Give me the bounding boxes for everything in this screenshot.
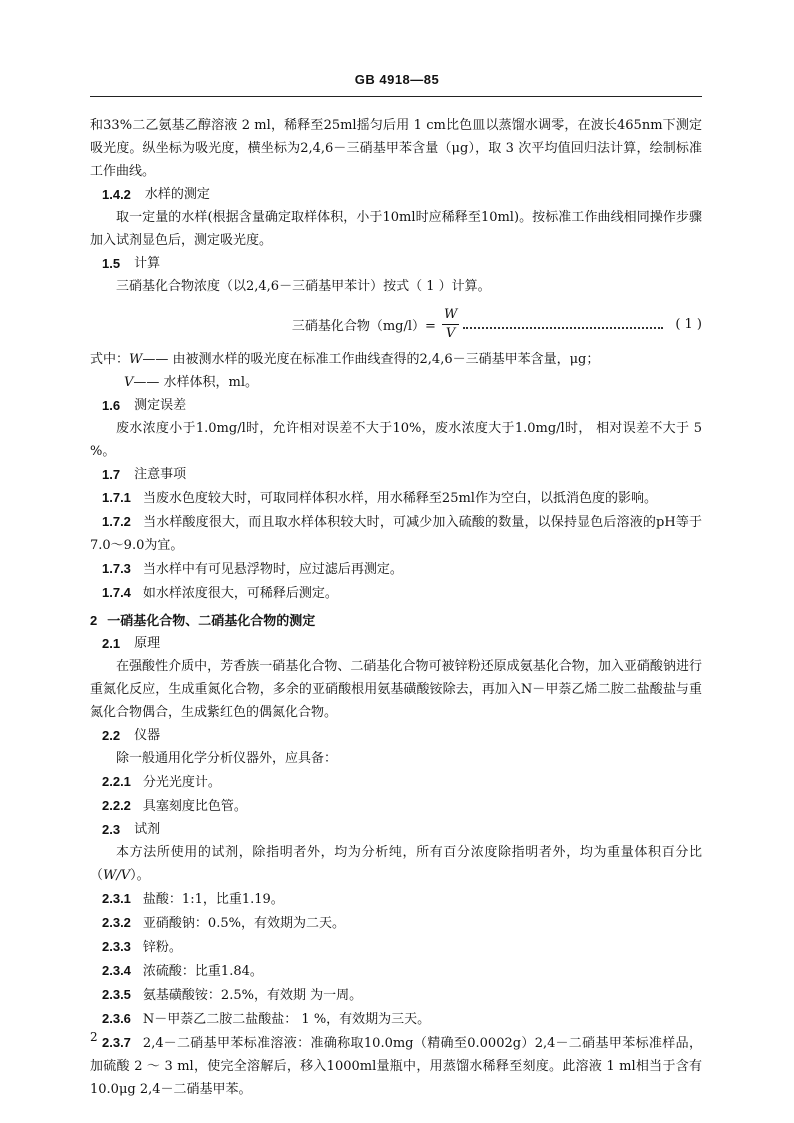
section-text-end: ）。 (130, 868, 150, 883)
item-text: 浓硫酸：比重1.84。 (142, 964, 263, 979)
section-title: 原理 (134, 636, 161, 651)
item-text: 氨基磺酸铵：2.5%，有效期 为一周。 (142, 988, 363, 1003)
section-1-5-heading (90, 252, 702, 275)
section-1-7-4 (90, 581, 702, 605)
section-title: 计算 (134, 256, 161, 271)
item-number: 2.3.2 (102, 915, 131, 930)
item-text: 当水样酸度很大，而且取水样体积较大时，可减少加入硫酸的数量，以保持显色后溶液的pH等于7.0～9.0为宜。 (90, 515, 702, 553)
formula-lhs: 三硝基化合物（mg/l）= (291, 318, 436, 334)
where-w-line (90, 348, 702, 371)
section-2-3-3 (90, 935, 702, 959)
section-number: 2.2 (102, 728, 121, 743)
section-2-3-1 (90, 887, 702, 911)
item-text: 亚硝酸钠：0.5%，有效期为二天。 (142, 916, 345, 931)
item-number: 1.7.1 (102, 490, 131, 505)
wv-symbol: W/V (103, 868, 131, 883)
section-1-6-heading (90, 394, 702, 417)
section-number: 1.5 (102, 256, 121, 271)
section-1-7-2 (90, 510, 702, 557)
section-1-4-2-text: 取一定量的水样(根据含量确定取样体积，小于10ml时应稀释至10ml)。按标准工作曲线相同操作步骤加入试剂显色后，测定吸光度。 (90, 210, 702, 248)
item-number: 2.3.5 (102, 987, 131, 1002)
section-number: 1.7 (102, 467, 121, 482)
section-title: 水样的测定 (144, 187, 210, 202)
item-number: 2.3.4 (102, 963, 131, 978)
section-2-3-5 (90, 983, 702, 1007)
item-number: 2.3.7 (102, 1035, 131, 1050)
formula-denominator: V (445, 325, 456, 341)
item-text: 盐酸：1:1，比重1.19。 (142, 892, 284, 907)
section-1-7-1 (90, 486, 702, 510)
v-symbol: V (124, 375, 134, 390)
section-2-3-7 (90, 1031, 702, 1101)
section-number: 2.3 (102, 822, 121, 837)
formula-numerator: W (442, 306, 459, 325)
section-1-4-2-heading (90, 183, 702, 206)
section-1-7-3 (90, 557, 702, 581)
item-text: 当废水色度较大时，可取同样体积水样，用水稀释至25ml作为空白，以抵消色度的影响。 (142, 491, 657, 506)
formula-fraction (442, 306, 459, 343)
section-1-5-text: 三硝基化合物浓度（以2,4,6－三硝基甲苯计）按式（ 1 ）计算。 (116, 279, 491, 294)
v-definition: —— 水样体积，ml。 (133, 375, 259, 390)
item-text: 当水样中有可见悬浮物时，应过滤后再测定。 (142, 562, 403, 577)
section-2-3-heading (90, 818, 702, 841)
section-2-2-2 (90, 794, 702, 818)
section-2-3-4 (90, 959, 702, 983)
section-title: 仪器 (134, 728, 161, 743)
item-number: 1.7.4 (102, 585, 131, 600)
formula-1 (90, 302, 702, 346)
section-2-1-text: 在强酸性介质中，芳香族一硝基化合物、二硝基化合物可被锌粉还原成氨基化合物，加入亚硝酸钠进行重氮化反应，生成重氮化合物，多余的亚硝酸根用氨基磺酸铵除去，再加入N－甲萘乙烯二胺二盐酸盐与重氮化合物偶合，生成紫红色的偶氮化合物。 (90, 659, 702, 720)
section-2-3-2 (90, 911, 702, 935)
section-2-1-heading (90, 632, 702, 655)
intro-paragraph: 和33%二乙氨基乙醇溶液 2 ml，稀释至25ml摇匀后用 1 cm比色皿以蒸馏水调零，在波长465nm下测定吸光度。纵坐标为吸光度，横坐标为2,4,6－三硝基甲苯含量（μg），取 3 次平均值回归法计算，绘制标准工作曲线。 (90, 118, 702, 179)
section-2-2-heading (90, 724, 702, 747)
document-body (90, 114, 702, 1101)
item-text: 分光光度计。 (142, 775, 221, 790)
section-number: 2 (90, 613, 98, 628)
section-title: 测定误差 (134, 398, 187, 413)
section-2-2-1 (90, 770, 702, 794)
item-text: 具塞刻度比色管。 (142, 799, 247, 814)
section-1-7-heading (90, 463, 702, 486)
section-2-3-6 (90, 1007, 702, 1031)
item-number: 2.2.1 (102, 774, 131, 789)
item-number: 2.3.3 (102, 939, 131, 954)
where-prefix: 式中： (90, 352, 130, 367)
item-text: 如水样浓度很大，可稀释后测定。 (142, 586, 338, 601)
formula-leader-dots (463, 327, 663, 329)
page-number: 2 (90, 1030, 98, 1044)
header-rule (90, 96, 702, 97)
item-text: 锌粉。 (142, 940, 182, 955)
where-v-line (90, 371, 702, 394)
section-2-heading (90, 609, 702, 632)
w-definition: —— 由被测水样的吸光度在标准工作曲线查得的2,4,6－三硝基甲苯含量，μg； (142, 352, 600, 367)
section-number: 1.6 (102, 398, 121, 413)
section-number: 2.1 (102, 636, 121, 651)
item-number: 2.2.2 (102, 798, 131, 813)
section-title: 一硝基化合物、二硝基化合物的测定 (107, 613, 316, 628)
item-number: 1.7.2 (102, 514, 131, 529)
section-2-3-text (90, 841, 702, 887)
section-text: 本方法所使用的试剂，除指明者外，均为分析纯，所有百分浓度除指明者外，均为重量体积百分比（ (90, 845, 702, 883)
item-text: 2,4－二硝基甲苯标准溶液：准确称取10.0mg（精确至0.0002g）2,4－二硝基甲苯标准样品，加硫酸 2 ～ 3 ml，使完全溶解后，移入1000ml量瓶中，用蒸馏水稀释至刻度。此溶液 1 ml相当于含有10.0μg 2,4－二硝基甲苯。 (90, 1036, 702, 1097)
item-number: 2.3.6 (102, 1011, 131, 1026)
section-title: 试剂 (134, 822, 161, 837)
section-2-2-text: 除一般通用化学分析仪器外，应具备： (116, 751, 338, 766)
item-number: 2.3.1 (102, 891, 131, 906)
section-number: 1.4.2 (102, 187, 131, 202)
page-header: GB 4918—85 (354, 72, 440, 87)
formula-number: ( 1 ) (675, 316, 702, 332)
item-text: N－甲萘乙二胺二盐酸盐： 1 %，有效期为三天。 (142, 1012, 431, 1027)
item-number: 1.7.3 (102, 561, 131, 576)
w-symbol: W (129, 352, 143, 367)
section-title: 注意事项 (134, 467, 187, 482)
section-1-6-text: 废水浓度小于1.0mg/l时，允许相对误差不大于10%，废水浓度大于1.0mg/l时， 相对误差不大于 5 %。 (90, 421, 702, 459)
